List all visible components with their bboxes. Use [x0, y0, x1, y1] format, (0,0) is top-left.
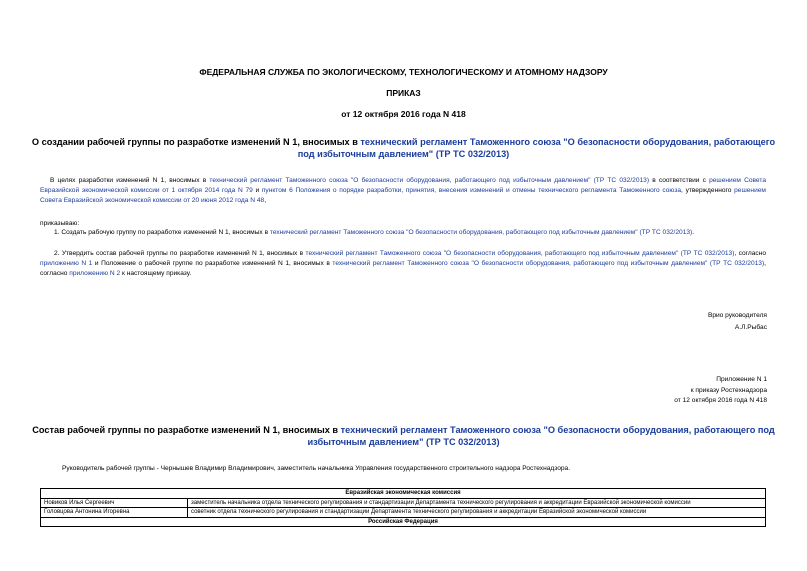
group-eec-cell: Евразийская экономическая комиссия — [41, 489, 766, 499]
item2-text-3: и Положение о рабочей группе по разработке изменений N 1, вносимых в — [92, 260, 333, 267]
item2-regulation-link-1[interactable]: технический регламент Таможенного союза "О безопасности оборудования, работающего под избыточным давлением" (ТР ТС 032/2013) — [305, 250, 735, 257]
signature-block — [708, 310, 767, 334]
group-leader-text: Руководитель рабочей группы - Чернышев Владимир Владимирович, заместитель начальника Управления государственного строительного надзора Ростехнадзора. — [62, 465, 571, 472]
table-group-row — [41, 489, 766, 499]
composition-regulation-link[interactable]: технический регламент Таможенного союза "О безопасности оборудования, работающего под избыточным давлением" (ТР ТС 032/2013) — [307, 425, 775, 447]
item2-text-5: к настоящему приказу. — [120, 270, 192, 277]
item2-appendix-1-link[interactable]: приложению N 1 — [40, 260, 93, 267]
signature-position: Врио руководителя — [707, 312, 767, 319]
preamble-regulation-link[interactable]: технический регламент Таможенного союза "О безопасности оборудования, работающего под избыточным давлением" (ТР ТС 032/2013) — [209, 177, 650, 184]
group-rf-cell: Российская Федерация — [41, 517, 766, 527]
preamble-text-1: В целях разработки изменений N 1, вносимых в — [50, 177, 210, 184]
doc-subject — [30, 136, 777, 160]
subject-regulation-link[interactable]: технический регламент Таможенного союза "О безопасности оборудования, работающего под избыточным давлением" (ТР ТС 032/2013) — [297, 137, 776, 159]
preamble-clause-6-link[interactable]: пунктом 6 Положения о порядке разработки, принятия, внесения изменений и отмены технического регламента Таможенного союза — [261, 187, 682, 194]
doc-type: ПРИКАЗ — [386, 88, 421, 98]
order-item-1 — [40, 228, 766, 238]
members-table — [40, 488, 766, 527]
member-position: заместитель начальника отдела технического регулирования и стандартизации Департамента технического регулирования и аккредитации Евразийской экономической комиссии — [188, 498, 766, 508]
item2-appendix-2-link[interactable]: приложению N 2 — [69, 270, 121, 277]
item1-regulation-link[interactable]: технический регламент Таможенного союза "О безопасности оборудования, работающего под избыточным давлением" (ТР ТС 032/2013) — [269, 229, 693, 236]
preamble-decision-48-link[interactable]: решением Совета Евразийской экономической комиссии от 20 июня 2012 года N 48 — [40, 187, 766, 204]
member-name: Головцова Антонина Игоревна — [41, 508, 188, 518]
appendix-line-3: от 12 октября 2016 года N 418 — [674, 397, 767, 404]
agency-title: ФЕДЕРАЛЬНАЯ СЛУЖБА ПО ЭКОЛОГИЧЕСКОМУ, ТЕХНОЛОГИЧЕСКОМУ И АТОМНОМУ НАДЗОРУ — [199, 67, 608, 77]
member-name: Новиков Илья Сергеевич — [41, 498, 188, 508]
appendix-line-2: к приказу Ростехнадзора — [690, 386, 767, 394]
table-row — [41, 498, 766, 508]
table-row — [41, 508, 766, 518]
preamble-text-2: в соответствии с — [649, 177, 710, 184]
item1-text-1: 1. Создать рабочую группу по разработке изменений N 1, вносимых в — [54, 229, 270, 236]
order-item-2 — [40, 249, 766, 279]
item2-text-1: 2. Утвердить состав рабочей группы по разработке изменений N 1, вносимых в — [54, 250, 306, 257]
preamble-text-3: и — [252, 187, 262, 194]
preamble-text-5: , — [264, 197, 267, 204]
preamble-paragraph — [40, 176, 766, 206]
item2-text-4: , согласно — [40, 260, 766, 277]
item2-regulation-link-2[interactable]: технический регламент Таможенного союза "О безопасности оборудования, работающего под избыточным давлением" (ТР ТС 032/2013) — [332, 260, 765, 267]
item1-text-2: . — [692, 229, 695, 236]
composition-title-text: Состав рабочей группы по разработке изменений N 1, вносимых в — [32, 425, 341, 435]
appendix-header — [674, 375, 767, 407]
composition-title — [30, 424, 777, 448]
preamble-decision-79-link[interactable]: решением Совета Евразийской экономической комиссии от 1 октября 2014 года N 79 — [40, 177, 766, 194]
member-position: советник отдела технического регулирования и стандартизации Департамента технического регулирования и аккредитации Евразийской экономической комиссии — [188, 508, 766, 518]
preamble-text-4: , утвержденного — [681, 187, 735, 194]
prikazyvayu-label: приказываю: — [40, 220, 80, 227]
subject-text: О создании рабочей группы по разработке изменений N 1, вносимых в — [31, 137, 361, 147]
item2-text-2: , согласно — [734, 250, 766, 257]
appendix-line-1: Приложение N 1 — [716, 376, 767, 383]
doc-date-number: от 12 октября 2016 года N 418 — [341, 109, 466, 119]
signature-name: А.Л.Рыбас — [734, 324, 767, 331]
table-group-row — [41, 517, 766, 527]
